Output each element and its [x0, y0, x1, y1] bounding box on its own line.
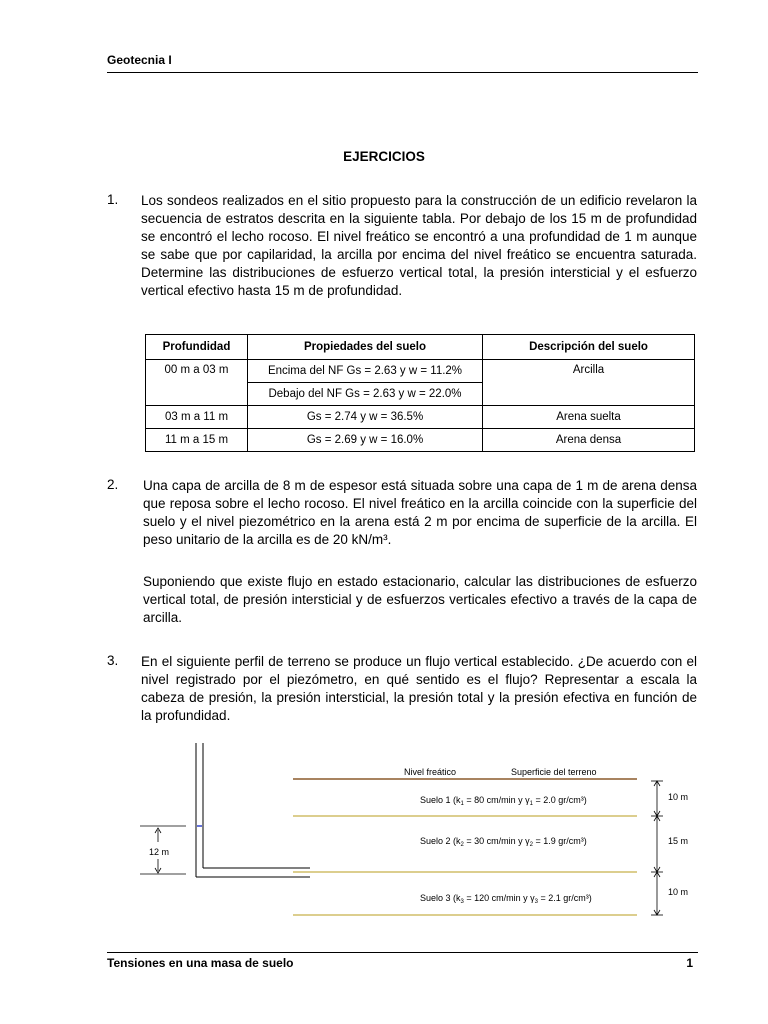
table-cell-properties: Gs = 2.69 y w = 16.0% [248, 429, 483, 452]
superficie-label: Superficie del terreno [511, 767, 597, 777]
table-header-depth: Profundidad [146, 335, 248, 360]
section-title: EJERCICIOS [343, 149, 425, 164]
table-row [146, 429, 695, 452]
page-footer [107, 952, 698, 971]
table-cell-depth: 11 m a 15 m [146, 429, 248, 452]
table-header-description: Descripción del suelo [483, 335, 695, 360]
exercise-1-text: Los sondeos realizados en el sitio propuesto para la construcción de un edificio revelaron la secuencia de estratos descrita en la siguiente tabla. Por debajo de los 15 m de profundidad se encontró el lecho rocoso. El nivel freático se encontró a una profundidad de 1 m aunque se sabe que por capilaridad, la arcilla por encima del nivel freático se encuentra saturada. Determine las distribuciones de esfuerzo vertical total, la presión intersticial y el esfuerzo vertical efectivo hasta 15 m de profundidad. [141, 193, 697, 298]
dimension-label-3: 10 m [668, 887, 689, 897]
header-title: Geotecnia I [107, 53, 172, 67]
soil-profile-figure [0, 735, 768, 935]
table-cell-depth: 00 m a 03 m [146, 360, 248, 406]
soil-table [145, 334, 695, 452]
page-header [107, 53, 698, 73]
table-cell-description: Arcilla [483, 360, 695, 406]
table-row [146, 360, 695, 383]
exercise-2-text: Una capa de arcilla de 8 m de espesor está situada sobre una capa de 1 m de arena densa que reposa sobre el lecho rocoso. El nivel freático en la arcilla coincide con la superficie del suelo y el nivel piezométrico en la arena está 2 m por encima de superficie de la arcilla. El peso unitario de la arcilla es de 20 kN/m³. [143, 478, 697, 547]
table-header-row [146, 335, 695, 360]
table-cell-properties: Encima del NF Gs = 2.63 y w = 11.2% [248, 360, 483, 383]
suelo-2-label: Suelo 2 ($k_2 = 30$ cm/min y $\gamma_2 = 1.9$ gr/cm³) [420, 836, 587, 848]
exercise-3-text: En el siguiente perfil de terreno se produce un flujo vertical establecido. ¿De acuerdo con el nivel registrado por el piezómetro, en qué sentido es el flujo? Representar a escala la cabeza de presión, la presión intersticial, la presión total y la presión efectiva en función de la profundidad. [141, 654, 697, 723]
page-number: 1 [686, 956, 693, 970]
footer-title: Tensiones en una masa de suelo [107, 956, 294, 970]
piezometer-dimension-label: 12 m [149, 847, 170, 857]
table-cell-properties: Gs = 2.74 y w = 36.5% [248, 406, 483, 429]
table-row [146, 406, 695, 429]
exercise-2-text-2: Suponiendo que existe flujo en estado estacionario, calcular las distribuciones de esfuerzo vertical total, de presión intersticial y de esfuerzos verticales efectivo a través de la capa de arcilla. [143, 574, 697, 625]
exercise-1-number: 1. [107, 192, 119, 207]
table-cell-depth: 03 m a 11 m [146, 406, 248, 429]
table-cell-description: Arena densa [483, 429, 695, 452]
dimension-label-2: 15 m [668, 836, 689, 846]
suelo-1-label: Suelo 1 ($k_1 = 80$ cm/min y $\gamma_1 = 2.0$ gr/cm³) [420, 795, 587, 807]
table-header-properties: Propiedades del suelo [248, 335, 483, 360]
nivel-freatico-label: Nivel freático [404, 767, 457, 777]
table-cell-properties: Debajo del NF Gs = 2.63 y w = 22.0% [248, 383, 483, 406]
dimension-label-1: 10 m [668, 792, 689, 802]
exercise-3-number: 3. [107, 653, 119, 668]
suelo-3-label: Suelo 3 ($k_3 = 120$ cm/min y $\gamma_3 = 2.1$ gr/cm³) [420, 893, 592, 905]
exercise-2-number: 2. [107, 477, 119, 492]
table-cell-description: Arena suelta [483, 406, 695, 429]
soil-profile-drawing [0, 735, 768, 935]
